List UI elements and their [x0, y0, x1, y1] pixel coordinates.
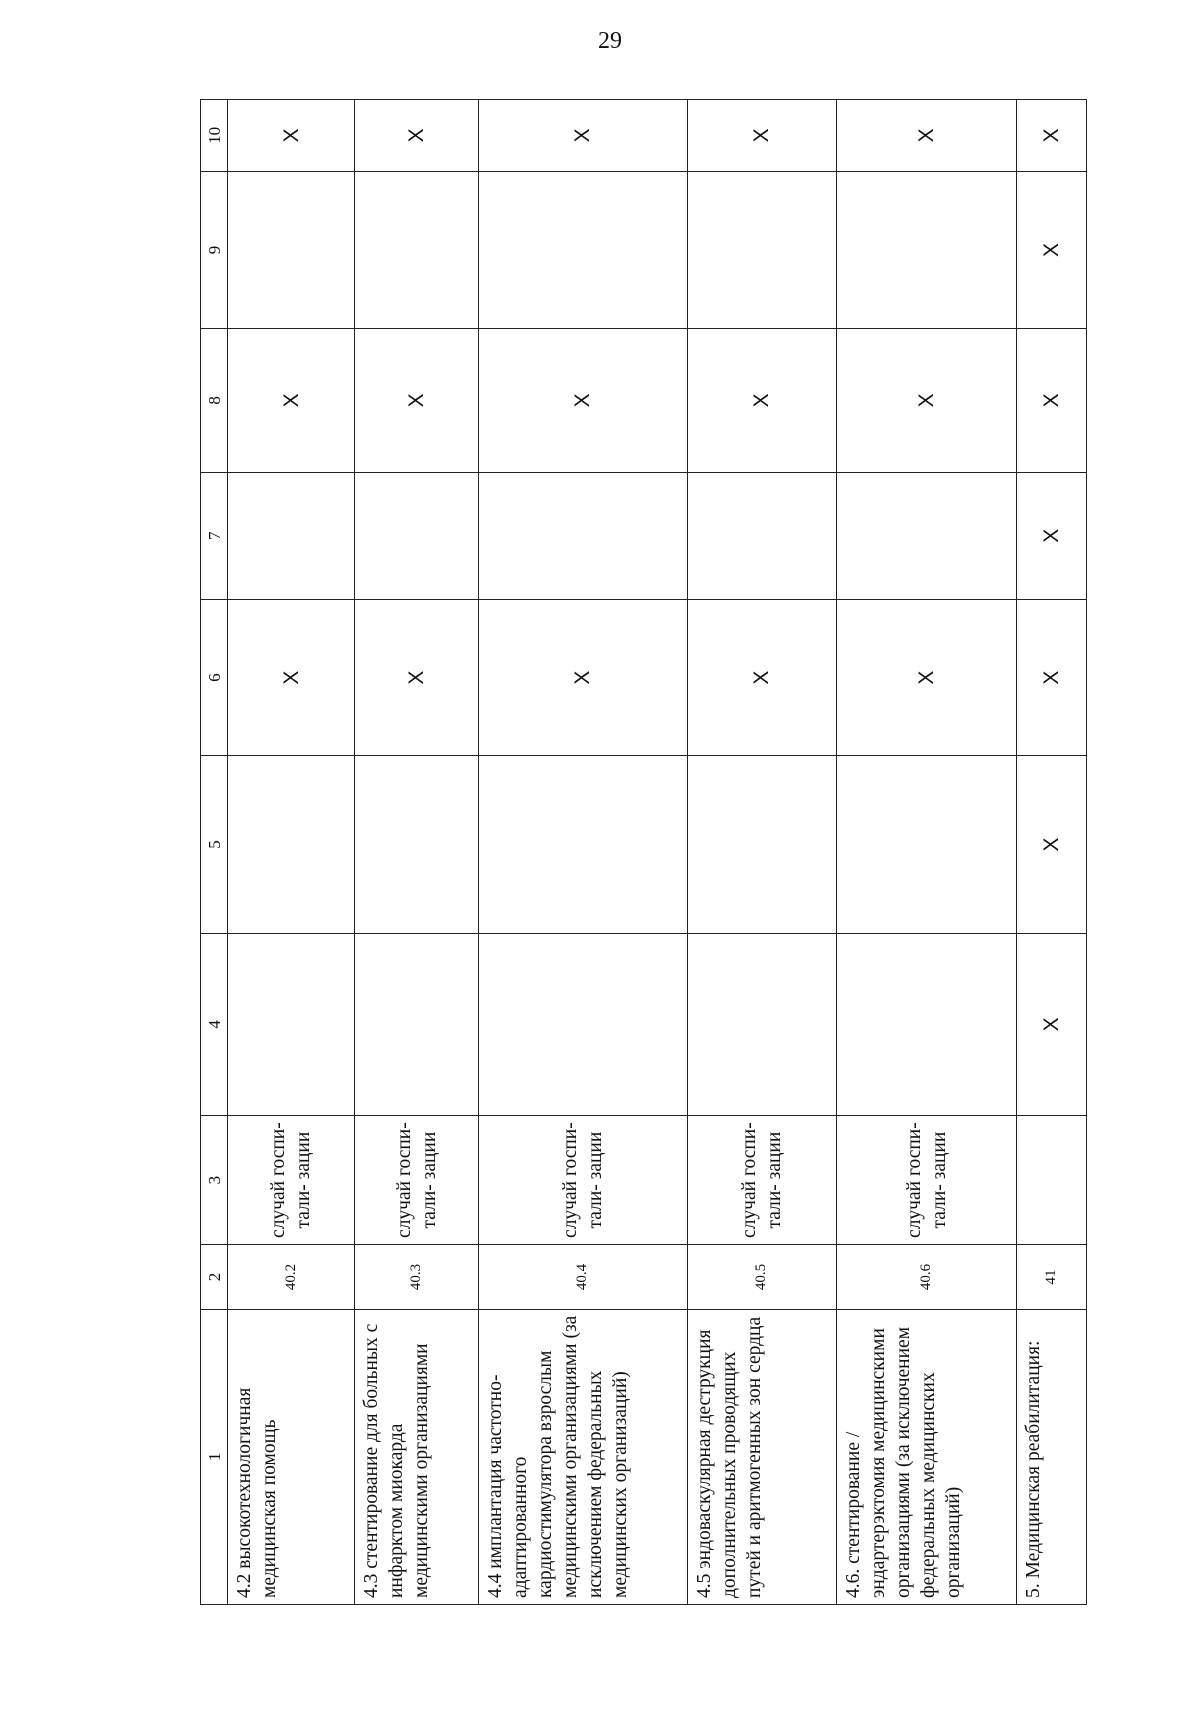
cell-col4: [837, 933, 1017, 1115]
cell-col10: X: [479, 100, 688, 172]
cell-col7: X: [1017, 472, 1087, 599]
cell-col8: X: [228, 329, 355, 472]
column-header: 9: [201, 171, 228, 328]
column-header: 5: [201, 756, 228, 934]
cell-col5: [687, 756, 836, 934]
cell-col7: [228, 472, 355, 599]
row-description: 4.4 имплантация частотно-адаптированного кардиостимулятора взрослым медицинскими организациями (за исключением федеральных медицинских организаций): [479, 1309, 688, 1604]
row-code: 40.6: [837, 1245, 1017, 1309]
row-code: 40.2: [228, 1245, 355, 1309]
cell-col6: X: [687, 599, 836, 755]
row-unit: случай госпи- тали- зации: [355, 1115, 479, 1245]
table-row: [837, 100, 1017, 1605]
cell-col8: X: [1017, 329, 1087, 472]
data-table: [200, 99, 1087, 1605]
row-unit: случай госпи- тали- зации: [837, 1115, 1017, 1245]
column-header: 4: [201, 933, 228, 1115]
column-header: 6: [201, 599, 228, 755]
row-code: 40.4: [479, 1245, 688, 1309]
cell-col4: X: [1017, 933, 1087, 1115]
row-code: 40.5: [687, 1245, 836, 1309]
cell-col9: [228, 171, 355, 328]
cell-col6: X: [355, 599, 479, 755]
row-unit: случай госпи- тали- зации: [479, 1115, 688, 1245]
cell-col5: [479, 756, 688, 934]
cell-col6: X: [479, 599, 688, 755]
row-description: 4.5 эндоваскулярная деструкция дополнительных проводящих путей и аритмогенных зон сердца: [687, 1309, 836, 1604]
row-code: 40.3: [355, 1245, 479, 1309]
cell-col9: [837, 171, 1017, 328]
table-row: [228, 100, 355, 1605]
header-row: [201, 100, 228, 1605]
cell-col8: X: [479, 329, 688, 472]
cell-col7: [687, 472, 836, 599]
cell-col10: X: [355, 100, 479, 172]
table-row: [1017, 100, 1087, 1605]
cell-col10: X: [837, 100, 1017, 172]
cell-col4: [687, 933, 836, 1115]
column-header: 3: [201, 1115, 228, 1245]
cell-col4: [355, 933, 479, 1115]
cell-col7: [355, 472, 479, 599]
table-row: [355, 100, 479, 1605]
table-container: [200, 99, 1087, 1605]
cell-col10: X: [228, 100, 355, 172]
row-unit: случай госпи- тали- зации: [228, 1115, 355, 1245]
cell-col6: X: [837, 599, 1017, 755]
cell-col5: X: [1017, 756, 1087, 934]
cell-col9: [355, 171, 479, 328]
row-description: 4.6. стентирование / эндартерэктомия медицинскими организациями (за исключением федеральных медицинских организаций): [837, 1309, 1017, 1604]
cell-col7: [837, 472, 1017, 599]
cell-col10: X: [1017, 100, 1087, 172]
cell-col8: X: [355, 329, 479, 472]
table-row: [687, 100, 836, 1605]
cell-col5: [837, 756, 1017, 934]
column-header: 1: [201, 1309, 228, 1604]
cell-col10: X: [687, 100, 836, 172]
row-code: 41: [1017, 1245, 1087, 1309]
cell-col6: X: [1017, 599, 1087, 755]
rotated-table-frame: [200, 99, 1087, 1605]
cell-col4: [479, 933, 688, 1115]
cell-col4: [228, 933, 355, 1115]
row-description: 4.3 стентирование для больных с инфарктом миокарда медицинскими организациями: [355, 1309, 479, 1604]
row-unit: [1017, 1115, 1087, 1245]
column-header: 8: [201, 329, 228, 472]
column-header: 7: [201, 472, 228, 599]
row-unit: случай госпи- тали- зации: [687, 1115, 836, 1245]
page-number: 29: [598, 28, 622, 54]
row-description: 5. Медицинская реабилитация:: [1017, 1309, 1087, 1604]
table-row: [479, 100, 688, 1605]
cell-col6: X: [228, 599, 355, 755]
cell-col9: X: [1017, 171, 1087, 328]
cell-col7: [479, 472, 688, 599]
row-description: 4.2 высокотехнологичная медицинская помощь: [228, 1309, 355, 1604]
cell-col8: X: [687, 329, 836, 472]
cell-col5: [228, 756, 355, 934]
cell-col9: [687, 171, 836, 328]
column-header: 10: [201, 100, 228, 172]
cell-col5: [355, 756, 479, 934]
column-header: 2: [201, 1245, 228, 1309]
cell-col9: [479, 171, 688, 328]
cell-col8: X: [837, 329, 1017, 472]
